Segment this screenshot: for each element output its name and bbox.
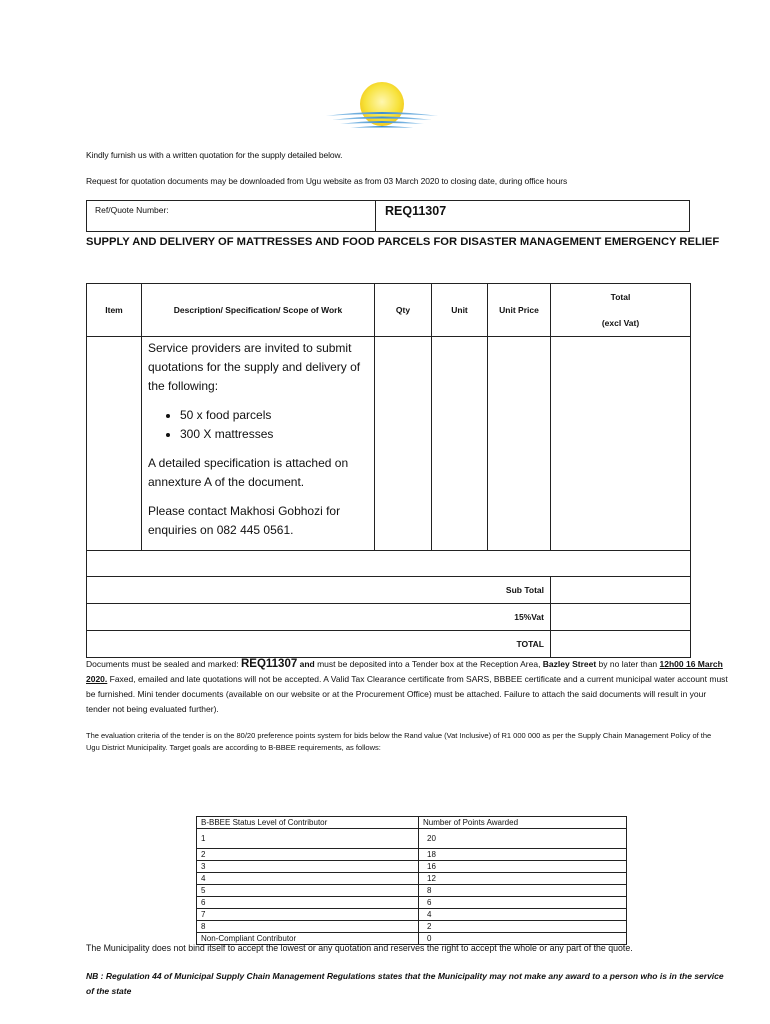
table-row <box>197 873 627 885</box>
doc-text-and: and <box>297 659 315 669</box>
level-cell: 6 <box>197 897 419 909</box>
description-contact: Please contact Makhosi Gobhozi for enquiries on 082 445 0561. <box>148 504 341 537</box>
subtotal-value <box>551 577 691 604</box>
points-cell: 2 <box>419 921 627 933</box>
doc-text-1: Documents must be sealed and marked: <box>86 659 241 669</box>
item-cell <box>87 337 142 551</box>
subtotal-row <box>87 577 691 604</box>
ref-quote-number: REQ11307 <box>385 204 447 218</box>
qty-cell <box>375 337 432 551</box>
points-cell: 12 <box>419 873 627 885</box>
level-cell: 3 <box>197 861 419 873</box>
doc-street: Bazley Street <box>542 659 597 669</box>
points-cell: 18 <box>419 849 627 861</box>
header-qty: Qty <box>375 284 432 337</box>
header-item: Item <box>87 284 142 337</box>
intro-line-2: Request for quotation documents may be downloaded from Ugu website as from 03 March 2020 to closing date, during office hours <box>86 176 568 186</box>
doc-deadline: 12h00 16 March 2020. <box>86 659 723 684</box>
disclaimer-text: The Municipality does not bind itself to accept the lowest or any quotation and reserves the right to accept the whole or any part of the quote. <box>86 943 633 953</box>
municipality-logo <box>322 78 442 134</box>
ref-quote-label: Ref/Quote Number: <box>95 205 169 215</box>
ref-quote-box <box>86 200 690 232</box>
vat-value <box>551 604 691 631</box>
points-header-points: Number of Points Awarded <box>419 817 627 829</box>
doc-text-3: by no later than <box>596 659 660 669</box>
subtotal-label: Sub Total <box>87 577 551 604</box>
points-header-row <box>197 817 627 829</box>
header-total-line1: Total <box>610 292 631 302</box>
description-intro: Service providers are invited to submit quotations for the supply and delivery of the following: <box>148 341 361 393</box>
table-row <box>197 921 627 933</box>
points-cell: 4 <box>419 909 627 921</box>
items-table <box>86 283 691 658</box>
total-cell <box>551 337 691 551</box>
description-cell <box>142 337 375 551</box>
doc-text-2: must be deposited into a Tender box at the Reception Area, <box>314 659 543 669</box>
header-total-line2: (excl Vat) <box>601 318 640 328</box>
points-cell: 6 <box>419 897 627 909</box>
header-description: Description/ Specification/ Scope of Work <box>142 284 375 337</box>
level-cell: 7 <box>197 909 419 921</box>
points-header-level: B-BBEE Status Level of Contributor <box>197 817 419 829</box>
points-cell: 16 <box>419 861 627 873</box>
points-cell: 20 <box>419 829 627 849</box>
level-cell: 1 <box>197 829 419 849</box>
blank-row-cell <box>87 551 691 577</box>
points-table <box>196 816 627 945</box>
header-total <box>551 284 691 337</box>
table-row <box>197 829 627 849</box>
table-row <box>197 897 627 909</box>
level-cell: 4 <box>197 873 419 885</box>
document-heading: SUPPLY AND DELIVERY OF MATTRESSES AND FOOD PARCELS FOR DISASTER MANAGEMENT EMERGENCY RELIEF <box>86 236 720 248</box>
table-row <box>197 849 627 861</box>
header-unit: Unit <box>432 284 488 337</box>
list-item: • 50 x food parcels <box>180 406 368 425</box>
description-bullets <box>148 406 368 444</box>
vat-row <box>87 604 691 631</box>
table-row <box>87 337 691 551</box>
header-unit-price: Unit Price <box>488 284 551 337</box>
intro-line-1: Kindly furnish us with a written quotation for the supply detailed below. <box>86 150 343 160</box>
documents-paragraph <box>86 657 728 717</box>
table-row <box>197 861 627 873</box>
points-cell: 0 <box>419 933 627 945</box>
level-cell: Non-Compliant Contributor <box>197 933 419 945</box>
items-header-row <box>87 284 691 337</box>
table-row <box>197 909 627 921</box>
table-row <box>197 885 627 897</box>
total-label: TOTAL <box>87 631 551 658</box>
nb-regulation-note: NB : Regulation 44 of Municipal Supply Chain Management Regulations states that the Municipality may not make any award to a person who is in the service of the state <box>86 971 724 996</box>
description-spec: A detailed specification is attached on annexture A of the document. <box>148 456 349 489</box>
doc-text-4: Faxed, emailed and late quotations will not be accepted. A Valid Tax Clearance certificate from SARS, BBBEE certificate and a current municipal water account must be furnished. Mini tender documents (available on our website or at the Procurement Office) must be attached. Failure to attach the said documents will result in your tender not being evaluated further). <box>86 674 728 714</box>
doc-ref-number: REQ11307 <box>240 658 298 670</box>
vat-label: 15%Vat <box>87 604 551 631</box>
level-cell: 5 <box>197 885 419 897</box>
level-cell: 2 <box>197 849 419 861</box>
points-cell: 8 <box>419 885 627 897</box>
unit-price-cell <box>488 337 551 551</box>
total-row <box>87 631 691 658</box>
level-cell: 8 <box>197 921 419 933</box>
list-item: • 300 X mattresses <box>180 425 368 444</box>
total-value <box>551 631 691 658</box>
unit-cell <box>432 337 488 551</box>
evaluation-paragraph: The evaluation criteria of the tender is on the 80/20 preference points system for bids below the Rand value (Vat Inclusive) of R1 000 000 as per the Supply Chain Management Policy of the Ugu District Municipality. Target goals are according to B-BBEE requirements, as follows: <box>86 731 712 752</box>
table-row <box>87 551 691 577</box>
